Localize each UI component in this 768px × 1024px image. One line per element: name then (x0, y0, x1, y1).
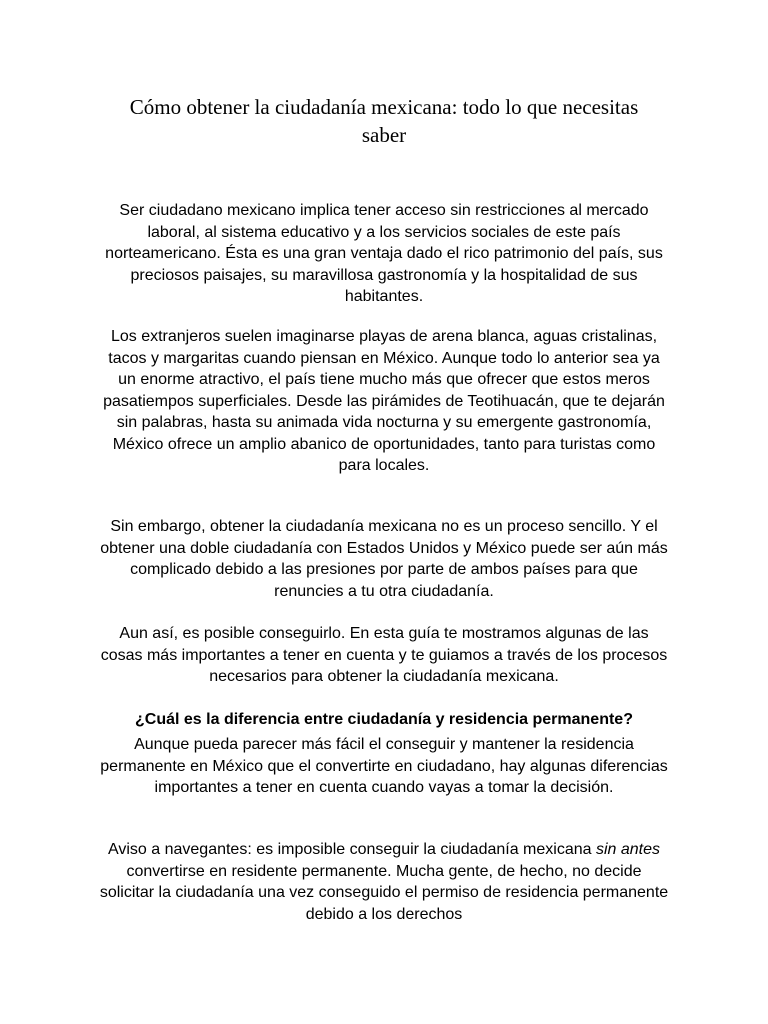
paragraph-guide: Aun así, es posible conseguirlo. En esta guía te mostramos algunas de las cosas más importantes a tener en cuenta y te guiamos a través de los procesos necesarios para obtener la ciudadanía mexicana. (100, 625, 668, 685)
section-heading: ¿Cuál es la diferencia entre ciudadanía y residencia permanente? (135, 711, 633, 728)
paragraph-section-intro: Aunque pueda parecer más fácil el conseguir y mantener la residencia permanente en México que el convertirte en ciudadano, hay algunas diferencias importantes a tener en cuenta cuando vayas a tomar la decisión. (100, 736, 668, 796)
warning-emphasis: sin antes (595, 841, 661, 858)
paragraph-foreigners: Los extranjeros suelen imaginarse playas de arena blanca, aguas cristalinas, tacos y margaritas cuando piensan en México. Aunque todo lo anterior sea ya un enorme atractivo, el país tiene mucho más que ofrecer que estos meros pasatiempos superficiales. Desde las pirámides de Teotihuacán, que te dejarán sin palabras, hasta su animada vida nocturna y su emergente gastronomía, México ofrece un amplio abanico de oportunidades, tanto para turistas como para locales. (103, 328, 665, 474)
paragraph-difficulty: Sin embargo, obtener la ciudadanía mexicana no es un proceso sencillo. Y el obtener una doble ciudadanía con Estados Unidos y México puede ser aún más complicado debido a las presiones por parte de ambos países para que renuncies a tu otra ciudadanía. (100, 518, 668, 600)
paragraph-intro: Ser ciudadano mexicano implica tener acceso sin restricciones al mercado laboral, al sistema educativo y a los servicios sociales de este país norteamericano. Ésta es una gran ventaja dado el rico patrimonio del país, sus preciosos paisajes, su maravillosa gastronomía y la hospitalidad de sus habitantes. (105, 202, 663, 305)
paragraph-warning (98, 839, 670, 925)
warning-text-end: convertirse en residente permanente. Mucha gente, de hecho, no decide solicitar la ciudadanía una vez conseguido el permiso de residencia permanente debido a los derechos (99, 862, 669, 923)
document-title: Cómo obtener la ciudadanía mexicana: todo lo que necesitas saber (129, 95, 639, 147)
warning-text-start: Aviso a navegantes: es imposible conseguir la ciudadanía mexicana (107, 841, 596, 858)
